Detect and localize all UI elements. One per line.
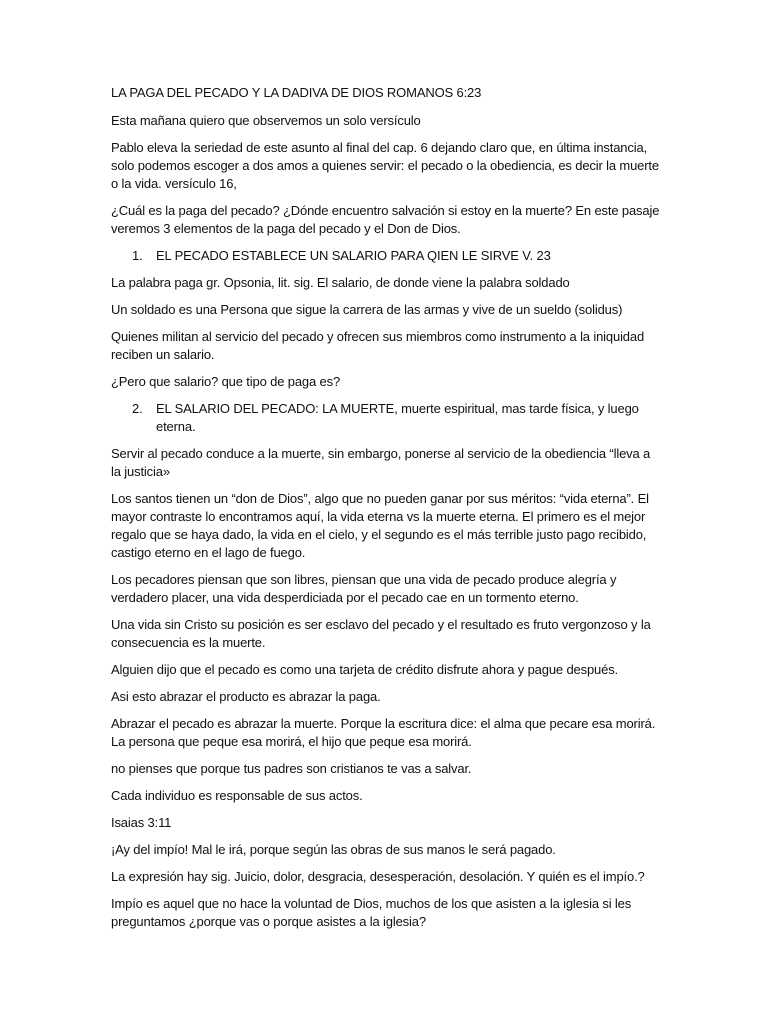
paragraph: Servir al pecado conduce a la muerte, sin embargo, ponerse al servicio de la obediencia “lleva a la justicia»	[111, 446, 651, 479]
paragraph: ¿Pero que salario? que tipo de paga es?	[111, 374, 341, 389]
point-text: EL SALARIO DEL PECADO: LA MUERTE, muerte espiritual, mas tarde física, y luego eterna.	[156, 401, 639, 434]
numbered-point-1	[111, 247, 661, 265]
document-title: LA PAGA DEL PECADO Y LA DADIVA DE DIOS ROMANOS 6:23	[111, 85, 482, 100]
document-page	[111, 84, 661, 940]
verse-reference: Isaias 3:11	[111, 815, 172, 830]
paragraph: no pienses que porque tus padres son cristianos te vas a salvar.	[111, 761, 472, 776]
paragraph: Cada individuo es responsable de sus actos.	[111, 788, 363, 803]
point-number: 2.	[132, 401, 143, 416]
paragraph: ¿Cuál es la paga del pecado? ¿Dónde encuentro salvación si estoy en la muerte? En este pasaje veremos 3 elementos de la paga del pecado y el Don de Dios.	[111, 203, 660, 236]
paragraph: Impío es aquel que no hace la voluntad de Dios, muchos de los que asisten a la iglesia si les preguntamos ¿porque vas o porque asistes a la iglesia?	[111, 896, 632, 929]
paragraph: ¡Ay del impío! Mal le irá, porque según las obras de sus manos le será pagado.	[111, 842, 556, 857]
paragraph: Esta mañana quiero que observemos un solo versículo	[111, 113, 421, 128]
numbered-point-2	[111, 400, 661, 436]
paragraph: Un soldado es una Persona que sigue la carrera de las armas y vive de un sueldo (solidus)	[111, 302, 623, 317]
paragraph: Los pecadores piensan que son libres, piensan que una vida de pecado produce alegría y verdadero placer, una vida desperdiciada por el pecado cae en un tormento eterno.	[111, 572, 617, 605]
paragraph: Los santos tienen un “don de Dios”, algo que no pueden ganar por sus méritos: “vida eterna”. El mayor contraste lo encontramos aquí, la vida eterna vs la muerte eterna. El primero es el mejor regalo que se haya dado, la vida en el cielo, y el segundo es el más terrible justo pago recibido, castigo eterno en el lago de fuego.	[111, 491, 649, 560]
paragraph: Quienes militan al servicio del pecado y ofrecen sus miembros como instrumento a la iniquidad reciben un salario.	[111, 329, 645, 362]
point-number: 1.	[132, 248, 143, 263]
paragraph: Pablo eleva la seriedad de este asunto al final del cap. 6 dejando claro que, en última instancia, solo podemos escoger a dos amos a quienes servir: el pecado o la obediencia, es decir la muerte o la vida. versículo 16,	[111, 140, 659, 191]
point-text: EL PECADO ESTABLECE UN SALARIO PARA QIEN LE SIRVE V. 23	[156, 248, 551, 263]
paragraph: La palabra paga gr. Opsonia, lit. sig. El salario, de donde viene la palabra soldado	[111, 275, 570, 290]
paragraph: Abrazar el pecado es abrazar la muerte. Porque la escritura dice: el alma que pecare esa morirá. La persona que peque esa morirá, el hijo que peque esa morirá.	[111, 716, 656, 749]
paragraph: Asi esto abrazar el producto es abrazar la paga.	[111, 689, 381, 704]
paragraph: La expresión hay sig. Juicio, dolor, desgracia, desesperación, desolación. Y quién es el impío.?	[111, 869, 645, 884]
paragraph: Alguien dijo que el pecado es como una tarjeta de crédito disfrute ahora y pague después.	[111, 662, 618, 677]
paragraph: Una vida sin Cristo su posición es ser esclavo del pecado y el resultado es fruto vergonzoso y la consecuencia es la muerte.	[111, 617, 651, 650]
